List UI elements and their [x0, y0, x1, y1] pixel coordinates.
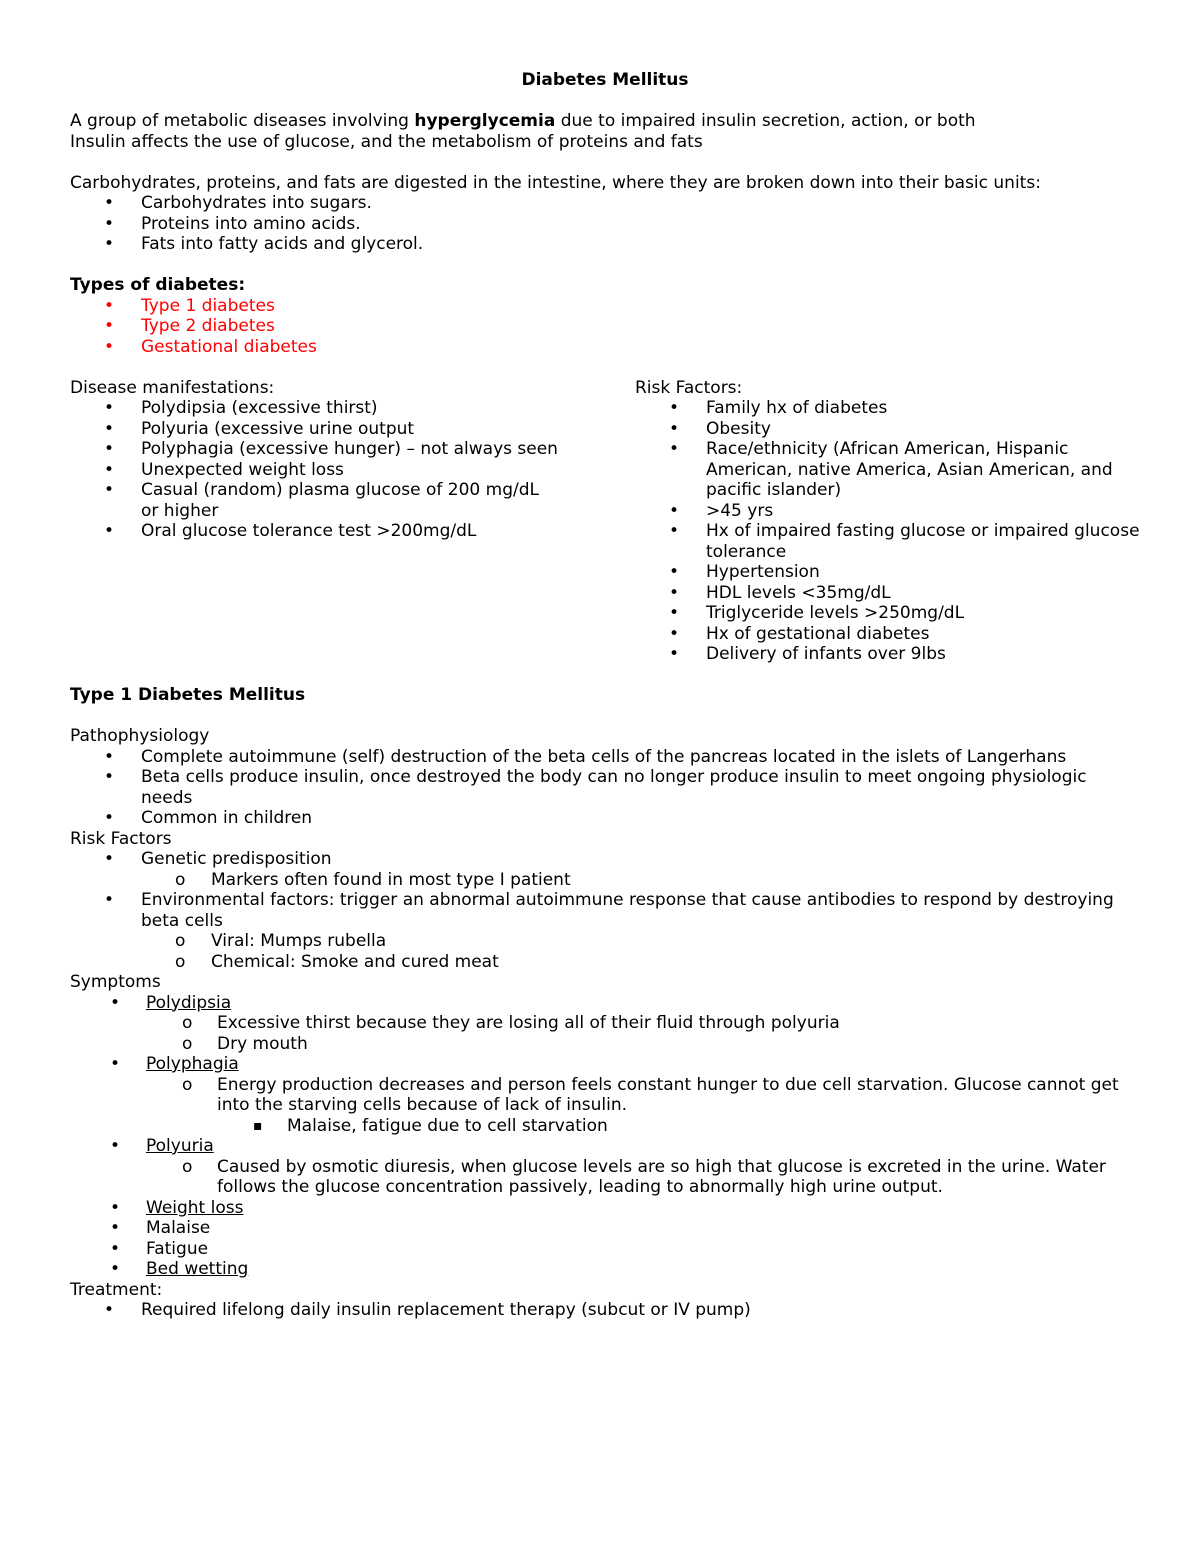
list-item: • Polydipsia (excessive thirst)	[70, 398, 560, 419]
list-item: • Polyphagia (excessive hunger) – not always seen	[70, 439, 560, 460]
risk-factors-heading: Risk Factors:	[635, 377, 743, 398]
types-heading: Types of diabetes:	[70, 275, 246, 295]
symptom-polydipsia: Polydipsia	[146, 992, 232, 1013]
intro-text-post: due to impaired insulin secretion, action, or both	[555, 111, 976, 131]
list-item: • HDL levels <35mg/dL	[635, 583, 1140, 604]
list-item: • Environmental factors: trigger an abnormal autoimmune response that cause antibodies to respond by destroying beta cells	[70, 890, 1140, 931]
list-item: • Beta cells produce insulin, once destroyed the body can no longer produce insulin to meet ongoing physiologic needs	[70, 767, 1140, 808]
list-item: • Gestational diabetes	[70, 337, 1140, 358]
symptoms-list	[70, 993, 1140, 1280]
sub-list-item: o Dry mouth	[70, 1034, 1140, 1055]
pathophysiology-heading: Pathophysiology	[70, 726, 210, 746]
sub-list-item: o Excessive thirst because they are losing all of their fluid through polyuria	[70, 1013, 1140, 1034]
intro-line-2: Insulin affects the use of glucose, and the metabolism of proteins and fats	[70, 131, 703, 152]
list-item: • Hypertension	[635, 562, 1140, 583]
sub-sub-list-item: ▪ Malaise, fatigue due to cell starvation	[70, 1116, 1140, 1137]
intro-line-1	[70, 111, 1140, 132]
list-item: • Unexpected weight loss	[70, 460, 560, 481]
document-page	[70, 70, 1140, 1321]
type1-risk-heading: Risk Factors	[70, 828, 172, 849]
two-column-section	[70, 378, 1140, 665]
list-item	[70, 1198, 1140, 1219]
list-item: • >45 yrs	[635, 501, 1140, 522]
symptoms-heading: Symptoms	[70, 972, 161, 992]
list-item	[70, 993, 1140, 1014]
list-item: • Type 1 diabetes	[70, 296, 1140, 317]
list-item: • Carbohydrates into sugars.	[70, 193, 1140, 214]
symptom-bed-wetting: Bed wetting	[146, 1259, 249, 1279]
list-item: • Delivery of infants over 9lbs	[635, 644, 1140, 665]
list-item: • Hx of gestational diabetes	[635, 624, 1140, 645]
list-item: • Genetic predisposition	[70, 849, 1140, 870]
sub-list-item: o Markers often found in most type I patient	[70, 870, 1140, 891]
list-item: • Type 2 diabetes	[70, 316, 1140, 337]
list-item: • Casual (random) plasma glucose of 200 mg/dL or higher	[70, 480, 560, 521]
manifestations-heading: Disease manifestations:	[70, 377, 275, 398]
list-item: • Oral glucose tolerance test >200mg/dL	[70, 521, 560, 542]
digestion-heading: Carbohydrates, proteins, and fats are digested in the intestine, where they are broken down into their basic units:	[70, 172, 1041, 193]
type1-heading: Type 1 Diabetes Mellitus	[70, 685, 306, 705]
list-item: • Malaise	[70, 1218, 1140, 1239]
symptom-weight-loss: Weight loss	[146, 1197, 244, 1218]
sub-list-item: o Chemical: Smoke and cured meat	[70, 952, 1140, 973]
types-list	[70, 296, 1140, 358]
treatment-heading: Treatment:	[70, 1279, 163, 1300]
list-item: • Fatigue	[70, 1239, 1140, 1260]
list-item: • Common in children	[70, 808, 1140, 829]
list-item	[70, 1259, 1140, 1280]
document-title: Diabetes Mellitus	[521, 70, 689, 90]
sub-list-item: o Energy production decreases and person feels constant hunger to due cell starvation. Glucose cannot get into the starving cells because of lack of insulin.	[70, 1075, 1140, 1116]
intro-bold-term: hyperglycemia	[414, 111, 556, 131]
list-item: • Required lifelong daily insulin replacement therapy (subcut or IV pump)	[70, 1300, 1140, 1321]
sub-list-item: o Caused by osmotic diuresis, when glucose levels are so high that glucose is excreted in the urine. Water follows the glucose concentration passively, leading to abnormally high urine output.	[70, 1157, 1140, 1198]
digestion-list	[70, 193, 1140, 255]
list-item	[70, 1136, 1140, 1157]
treatment-list	[70, 1300, 1140, 1321]
pathophysiology-list	[70, 747, 1140, 829]
list-item: • Triglyceride levels >250mg/dL	[635, 603, 1140, 624]
risk-factors-list	[635, 398, 1140, 665]
sub-list-item: o Viral: Mumps rubella	[70, 931, 1140, 952]
list-item: • Proteins into amino acids.	[70, 214, 1140, 235]
type1-risk-list	[70, 849, 1140, 972]
manifestations-list	[70, 398, 560, 542]
list-item: • Family hx of diabetes	[635, 398, 1140, 419]
symptom-polyuria: Polyuria	[146, 1136, 214, 1156]
list-item: • Race/ethnicity (African American, Hispanic American, native America, Asian American, and pacific islander)	[635, 439, 1140, 501]
list-item: • Complete autoimmune (self) destruction of the beta cells of the pancreas located in the islets of Langerhans	[70, 747, 1140, 768]
list-item: • Obesity	[635, 419, 1140, 440]
list-item: • Fats into fatty acids and glycerol.	[70, 234, 1140, 255]
list-item: • Hx of impaired fasting glucose or impaired glucose tolerance	[635, 521, 1140, 562]
list-item	[70, 1054, 1140, 1075]
risk-factors-column	[635, 378, 1140, 665]
intro-text-pre: A group of metabolic diseases involving	[70, 111, 415, 131]
manifestations-column	[70, 378, 560, 542]
symptom-polyphagia: Polyphagia	[146, 1054, 239, 1074]
list-item: • Polyuria (excessive urine output	[70, 419, 560, 440]
